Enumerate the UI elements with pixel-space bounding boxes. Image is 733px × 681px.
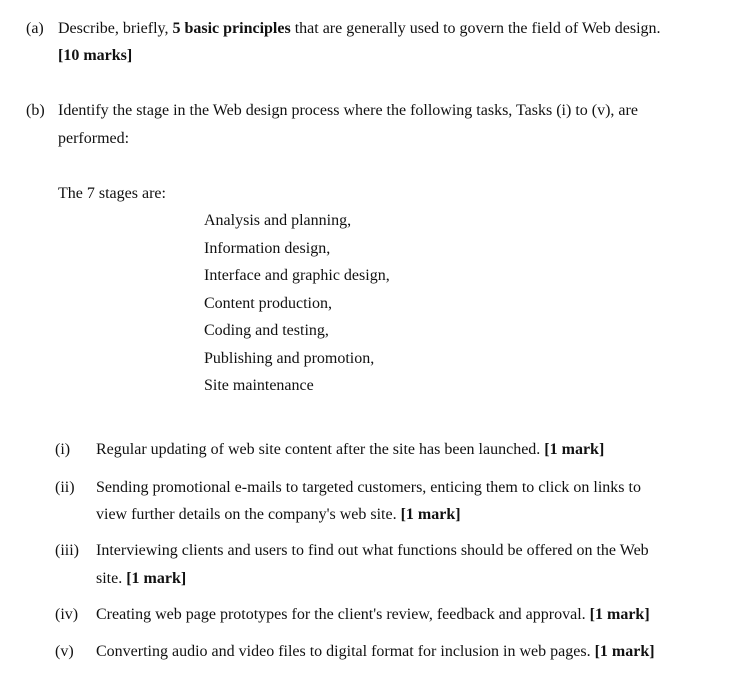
task-text: [96, 605, 650, 625]
task-number: (iii): [55, 542, 79, 559]
task-text: [96, 440, 604, 460]
task-number: (iv): [55, 606, 79, 623]
task-line: Interviewing clients and users to find out what functions should be offered on the Web: [96, 542, 649, 559]
task-marks: [1 mark]: [589, 606, 650, 623]
part-a-bold-text: 5 basic principles: [172, 20, 291, 37]
stage-item: Site maintenance: [204, 377, 314, 394]
stage-item: Analysis and planning,: [204, 212, 352, 229]
task-line: Sending promotional e-mails to targeted customers, enticing them to click on links to: [96, 479, 641, 496]
part-b-question-line2: performed:: [58, 130, 130, 147]
stage-item: Content production,: [204, 295, 332, 312]
task-number: (ii): [55, 479, 75, 496]
part-a-text-after: that are generally used to govern the field of Web design.: [290, 20, 661, 37]
task-number: (i): [55, 441, 71, 458]
part-a-text-before: Describe, briefly,: [58, 20, 173, 37]
stage-item: Information design,: [204, 240, 331, 257]
part-a-question: [58, 19, 661, 39]
task-line: Creating web page prototypes for the client's review, feedback and approval.: [96, 606, 590, 623]
stage-item: Interface and graphic design,: [204, 267, 390, 284]
task-number: (v): [55, 643, 74, 660]
task-text: [96, 569, 186, 589]
task-line: site.: [96, 570, 127, 587]
task-line: Converting audio and video files to digital format for inclusion in web pages.: [96, 643, 595, 660]
task-text: [96, 505, 461, 525]
task-text: [96, 642, 655, 662]
stages-intro: The 7 stages are:: [58, 185, 166, 202]
part-b-label: (b): [26, 102, 45, 119]
task-line: view further details on the company's web site.: [96, 506, 401, 523]
part-a-label: (a): [26, 20, 44, 37]
task-line: Regular updating of web site content after the site has been launched.: [96, 441, 545, 458]
task-marks: [1 mark]: [544, 441, 605, 458]
task-marks: [1 mark]: [400, 506, 461, 523]
part-a-marks: [10 marks]: [58, 47, 133, 64]
task-marks: [1 mark]: [126, 570, 187, 587]
stage-item: Publishing and promotion,: [204, 350, 375, 367]
part-b-question-line1: Identify the stage in the Web design process where the following tasks, Tasks (i) to (v), are: [58, 102, 638, 119]
task-marks: [1 mark]: [594, 643, 655, 660]
stage-item: Coding and testing,: [204, 322, 329, 339]
